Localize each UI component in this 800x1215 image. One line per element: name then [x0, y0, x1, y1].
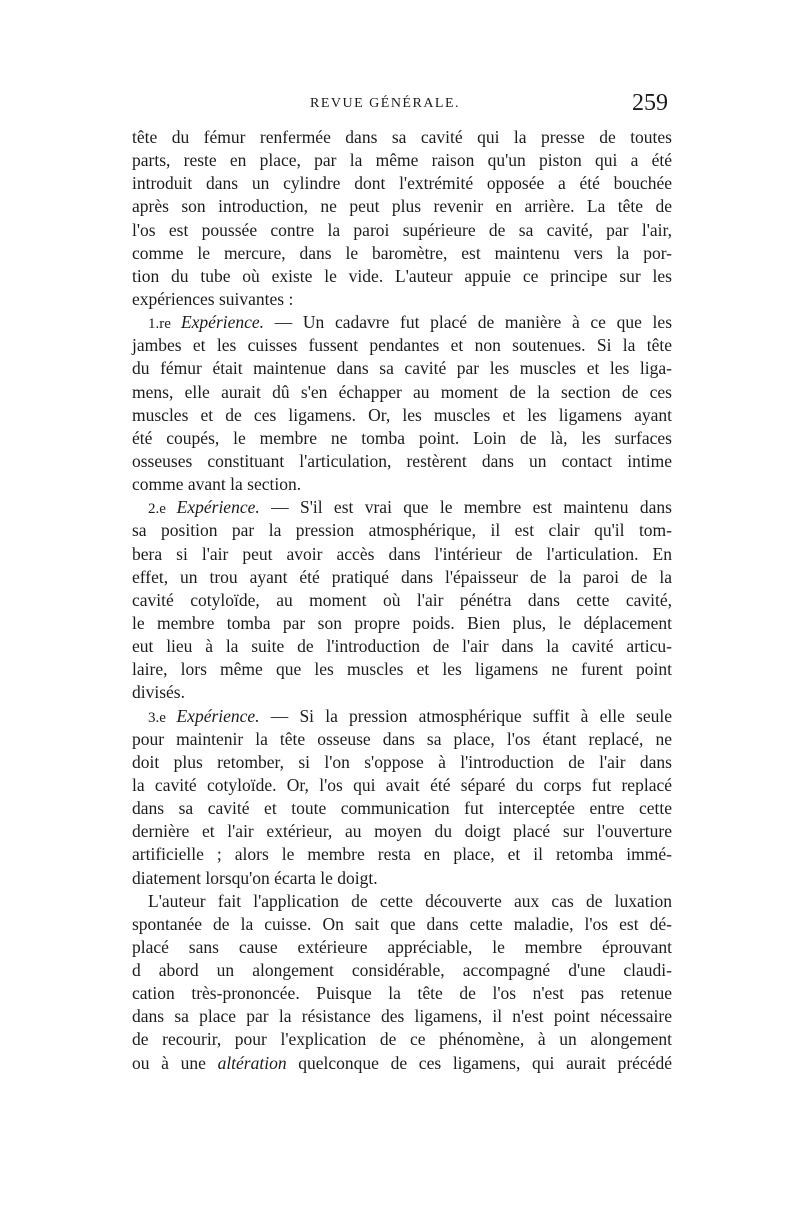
text-line: divisés.: [132, 682, 185, 703]
text-line: après son introduction, ne peut plus revenir en arrière. La tête de: [132, 196, 672, 217]
text-line: 2.e Expérience. — S'il est vrai que le membre est maintenu dans: [148, 497, 672, 518]
experiment-number: 3.e: [148, 709, 177, 726]
text-line: dans sa place par la résistance des ligamens, il n'est point nécessaire: [132, 1006, 672, 1027]
experiment-heading: Expérience.: [176, 497, 260, 518]
text-line: doit plus retomber, si l'on s'oppose à l'introduction de l'air dans: [132, 751, 672, 772]
experiment-number: 1.re: [148, 316, 181, 333]
text-line: L'auteur fait l'application de cette découverte aux cas de luxation: [148, 890, 672, 911]
text-line: eut lieu à la suite de l'introduction de l'air dans la cavité articu-: [132, 636, 672, 657]
text-line: effet, un trou ayant été pratiqué dans l'épaisseur de la paroi de la: [132, 566, 672, 587]
text-line: tête du fémur renfermée dans sa cavité qui la presse de toutes: [132, 127, 672, 147]
page-header: [132, 92, 672, 122]
text-line: cation très-prononcée. Puisque la tête de l'os n'est pas retenue: [132, 983, 672, 1004]
text-line: sa position par la pression atmosphérique, il est clair qu'il tom-: [132, 520, 672, 541]
running-head: REVUE GÉNÉRALE.: [310, 96, 461, 111]
text-line: dernière et l'air extérieur, au moyen du doigt placé sur l'ouverture: [132, 821, 672, 842]
body-text: [132, 126, 672, 1075]
experiment-number: 2.e: [148, 501, 177, 518]
text-line: artificielle ; alors le membre resta en place, et il retomba immé-: [132, 844, 672, 865]
text-line: de recourir, pour l'explication de ce phénomène, à un alongement: [132, 1029, 672, 1050]
experiment-heading: Expérience.: [176, 705, 260, 726]
text-line: laire, lors même que les muscles et les ligamens ne furent point: [132, 659, 672, 680]
text-line: jambes et les cuisses fussent pendantes et non soutenues. Si la tête: [132, 335, 672, 356]
text-line: du fémur était maintenue dans sa cavité par les muscles et les liga-: [132, 358, 672, 379]
text-line: cavité cotyloïde, au moment où l'air pénétra dans cette cavité,: [132, 589, 672, 610]
text-line: tion du tube où existe le vide. L'auteur appuie ce principe sur les: [132, 265, 672, 286]
text-line: l'os est poussée contre la paroi supérieure de sa cavité, par l'air,: [132, 219, 672, 240]
text-line: dans sa cavité et toute communication fut interceptée entre cette: [132, 798, 672, 819]
text-line: comme le mercure, dans le baromètre, est maintenu vers la por-: [132, 242, 672, 263]
text-line: placé sans cause extérieure appréciable, le membre éprouvant: [132, 936, 672, 957]
text-line: pour maintenir la tête osseuse dans sa place, l'os étant replacé, ne: [132, 728, 672, 749]
text-line: la cavité cotyloïde. Or, l'os qui avait été séparé du corps fut replacé: [132, 774, 672, 795]
text-line: parts, reste en place, par la même raison qu'un piston qui a été: [132, 150, 672, 171]
text-line: bera si l'air peut avoir accès dans l'intérieur de l'articulation. En: [132, 543, 672, 564]
italic-word: altération: [217, 1052, 287, 1073]
text-line: diatement lorsqu'on écarta le doigt.: [132, 867, 378, 888]
text-line: ou à une altération quelconque de ces ligamens, qui aurait précédé: [132, 1052, 672, 1073]
text-line: introduit dans un cylindre dont l'extrémité opposée a été bouchée: [132, 173, 672, 194]
experiment-heading: Expérience.: [180, 312, 265, 333]
text-line: 3.e Expérience. — Si la pression atmosphérique suffit à elle seule: [148, 705, 672, 726]
text-line: spontanée de la cuisse. On sait que dans cette maladie, l'os est dé-: [132, 913, 672, 934]
text-line: osseuses constituant l'articulation, restèrent dans un contact intime: [132, 450, 672, 471]
text-line: d abord un alongement considérable, accompagné d'une claudi-: [132, 960, 672, 981]
text-line: été coupés, le membre ne tomba point. Loin de là, les surfaces: [132, 427, 672, 448]
text-line: expériences suivantes :: [132, 288, 294, 309]
page-number: 259: [632, 90, 668, 116]
text-line: muscles et de ces ligamens. Or, les muscles et les ligamens ayant: [132, 404, 672, 425]
text-line: 1.re Expérience. — Un cadavre fut placé de manière à ce que les: [148, 312, 672, 333]
text-line: le membre tomba par son propre poids. Bien plus, le déplacement: [132, 612, 672, 633]
text-line: comme avant la section.: [132, 474, 302, 495]
text-line: mens, elle aurait dû s'en échapper au moment de la section de ces: [132, 381, 672, 402]
